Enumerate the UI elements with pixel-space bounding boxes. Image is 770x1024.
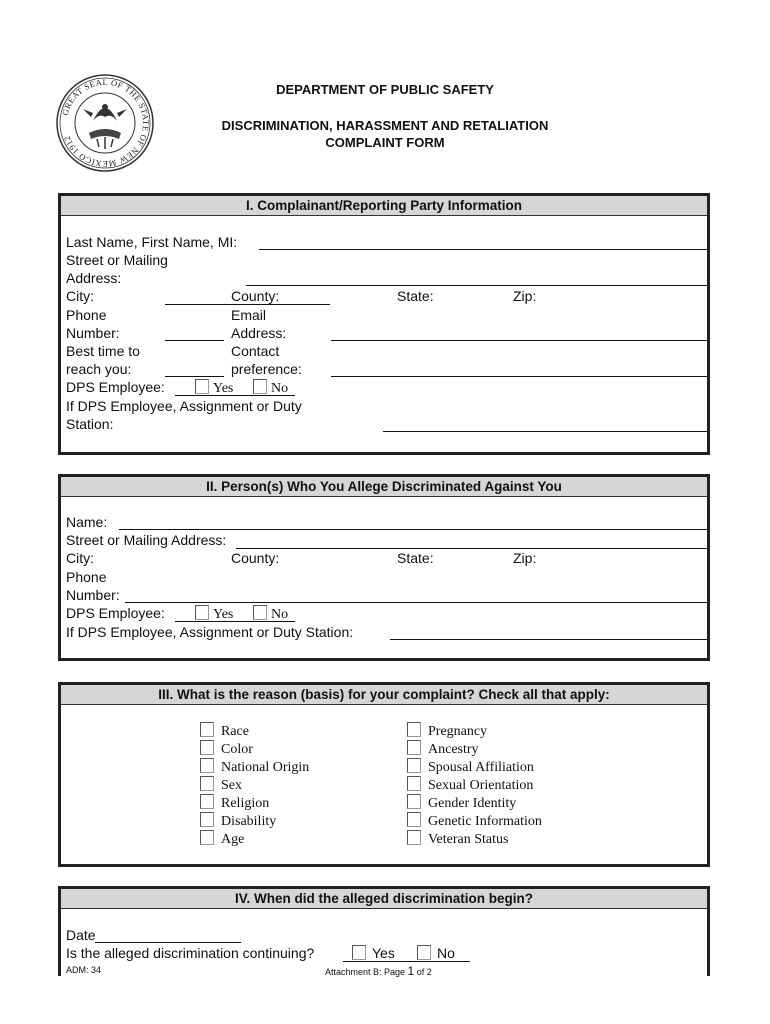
- label-phone2: Number:: [66, 325, 120, 341]
- label-contact1: Contact: [231, 343, 280, 359]
- basis-right-label: Pregnancy: [428, 724, 488, 739]
- label-dps-employee: DPS Employee:: [66, 379, 165, 395]
- best-time-field[interactable]: [165, 376, 224, 377]
- dps-underline-2: [175, 621, 295, 622]
- basis-right-checkbox[interactable]: [407, 740, 421, 755]
- footer-page-number: 1: [407, 964, 415, 978]
- footer-page-info: [325, 964, 432, 978]
- footer-page-prefix: Attachment B: Page: [325, 967, 408, 977]
- contact-preference-field[interactable]: [331, 376, 709, 377]
- basis-right-label: Ancestry: [428, 742, 479, 757]
- label-city: City:: [66, 288, 94, 304]
- dps-no-checkbox[interactable]: [253, 379, 267, 394]
- dps-no-checkbox-2[interactable]: [253, 605, 267, 620]
- label-yes-2: Yes: [213, 607, 234, 622]
- assignment-field[interactable]: [383, 431, 709, 432]
- dps-underline: [175, 395, 295, 396]
- label-county: County:: [231, 288, 280, 304]
- label-assignment1: If DPS Employee, Assignment or Duty: [66, 398, 302, 414]
- label-email2: Address:: [231, 325, 287, 341]
- basis-left-label: Disability: [221, 814, 277, 829]
- label-state-2: State:: [397, 550, 434, 566]
- section-complainant: [58, 193, 710, 455]
- label-last-name: Last Name, First Name, MI:: [66, 234, 238, 250]
- basis-left-checkbox[interactable]: [200, 794, 214, 809]
- basis-right-label: Gender Identity: [428, 796, 517, 811]
- basis-left-label: Age: [221, 832, 245, 847]
- department-title: DEPARTMENT OF PUBLIC SAFETY: [276, 82, 494, 97]
- basis-right-checkbox[interactable]: [407, 830, 421, 845]
- date-field[interactable]: [95, 942, 241, 943]
- continuing-no-checkbox[interactable]: [417, 945, 431, 960]
- label-best1: Best time to: [66, 343, 140, 359]
- continuing-underline: [343, 961, 470, 962]
- basis-right-label: Veteran Status: [428, 832, 509, 847]
- label-continuing-no: No: [437, 945, 455, 961]
- basis-left-label: Color: [221, 742, 253, 757]
- footer-page-suffix: of 2: [414, 967, 432, 977]
- label-street2: Address:: [66, 270, 122, 286]
- basis-right-label: Genetic Information: [428, 814, 542, 829]
- section-3-title: III. What is the reason (basis) for your complaint? Check all that apply:: [61, 685, 707, 705]
- basis-left-checkbox[interactable]: [200, 830, 214, 845]
- label-dps-employee-2: DPS Employee:: [66, 605, 165, 621]
- name-field[interactable]: [119, 529, 709, 530]
- basis-left-checkbox[interactable]: [200, 758, 214, 773]
- basis-right-label: Sexual Orientation: [428, 778, 534, 793]
- label-best2: reach you:: [66, 361, 132, 377]
- basis-left-label: National Origin: [221, 760, 310, 775]
- section-date: [58, 886, 710, 976]
- form-title-line2: COMPLAINT FORM: [325, 135, 445, 150]
- label-phone2-2: Number:: [66, 587, 120, 603]
- label-state: State:: [397, 288, 434, 304]
- label-street1: Street or Mailing: [66, 252, 168, 268]
- basis-right-checkbox[interactable]: [407, 758, 421, 773]
- label-continuing: Is the alleged discrimination continuing?: [66, 945, 315, 961]
- footer-form-number: ADM: 34: [66, 965, 102, 975]
- label-assignment2: Station:: [66, 416, 114, 432]
- label-no: No: [271, 381, 289, 396]
- label-phone1: Phone: [66, 307, 107, 323]
- seal-text: GREAT SEAL OF THE STATE OF NEW MEXICO 1912: [59, 76, 152, 170]
- basis-left-checkbox[interactable]: [200, 776, 214, 791]
- basis-left-label: Religion: [221, 796, 270, 811]
- label-city-2: City:: [66, 550, 94, 566]
- label-contact2: preference:: [231, 361, 302, 377]
- label-name: Name:: [66, 514, 108, 530]
- label-email1: Email: [231, 307, 267, 323]
- basis-left-checkbox[interactable]: [200, 722, 214, 737]
- label-street: Street or Mailing Address:: [66, 532, 227, 548]
- label-phone1-2: Phone: [66, 569, 107, 585]
- label-assignment-2: If DPS Employee, Assignment or Duty Station:: [66, 624, 354, 640]
- basis-right-checkbox[interactable]: [407, 776, 421, 791]
- basis-left-label: Sex: [221, 778, 242, 793]
- continuing-yes-checkbox[interactable]: [352, 945, 366, 960]
- dps-yes-checkbox[interactable]: [195, 379, 209, 394]
- label-zip-2: Zip:: [513, 550, 537, 566]
- section-4-title: IV. When did the alleged discrimination begin?: [61, 889, 707, 909]
- basis-left-label: Race: [221, 724, 249, 739]
- label-county-2: County:: [231, 550, 280, 566]
- section-1-title: I. Complainant/Reporting Party Information: [61, 196, 707, 216]
- phone-field-2[interactable]: [125, 602, 709, 603]
- basis-left-checkbox[interactable]: [200, 812, 214, 827]
- address-field[interactable]: [246, 285, 709, 286]
- basis-left-checkbox[interactable]: [200, 740, 214, 755]
- basis-right-checkbox[interactable]: [407, 812, 421, 827]
- label-date: Date: [66, 927, 96, 943]
- label-yes: Yes: [213, 381, 234, 396]
- basis-right-label: Spousal Affiliation: [428, 760, 534, 775]
- last-name-field[interactable]: [259, 249, 709, 250]
- section-2-title: II. Person(s) Who You Allege Discriminated Against You: [61, 477, 707, 497]
- phone-field[interactable]: [165, 340, 224, 341]
- basis-right-checkbox[interactable]: [407, 794, 421, 809]
- street-field[interactable]: [236, 548, 709, 549]
- label-zip: Zip:: [513, 288, 537, 304]
- form-title-line1: DISCRIMINATION, HARASSMENT AND RETALIATION: [221, 118, 549, 133]
- section-basis: [58, 682, 710, 867]
- basis-right-checkbox[interactable]: [407, 722, 421, 737]
- label-continuing-yes: Yes: [372, 945, 395, 961]
- label-no-2: No: [271, 607, 289, 622]
- email-field[interactable]: [331, 340, 709, 341]
- assignment-field-2[interactable]: [390, 639, 709, 640]
- dps-yes-checkbox-2[interactable]: [195, 605, 209, 620]
